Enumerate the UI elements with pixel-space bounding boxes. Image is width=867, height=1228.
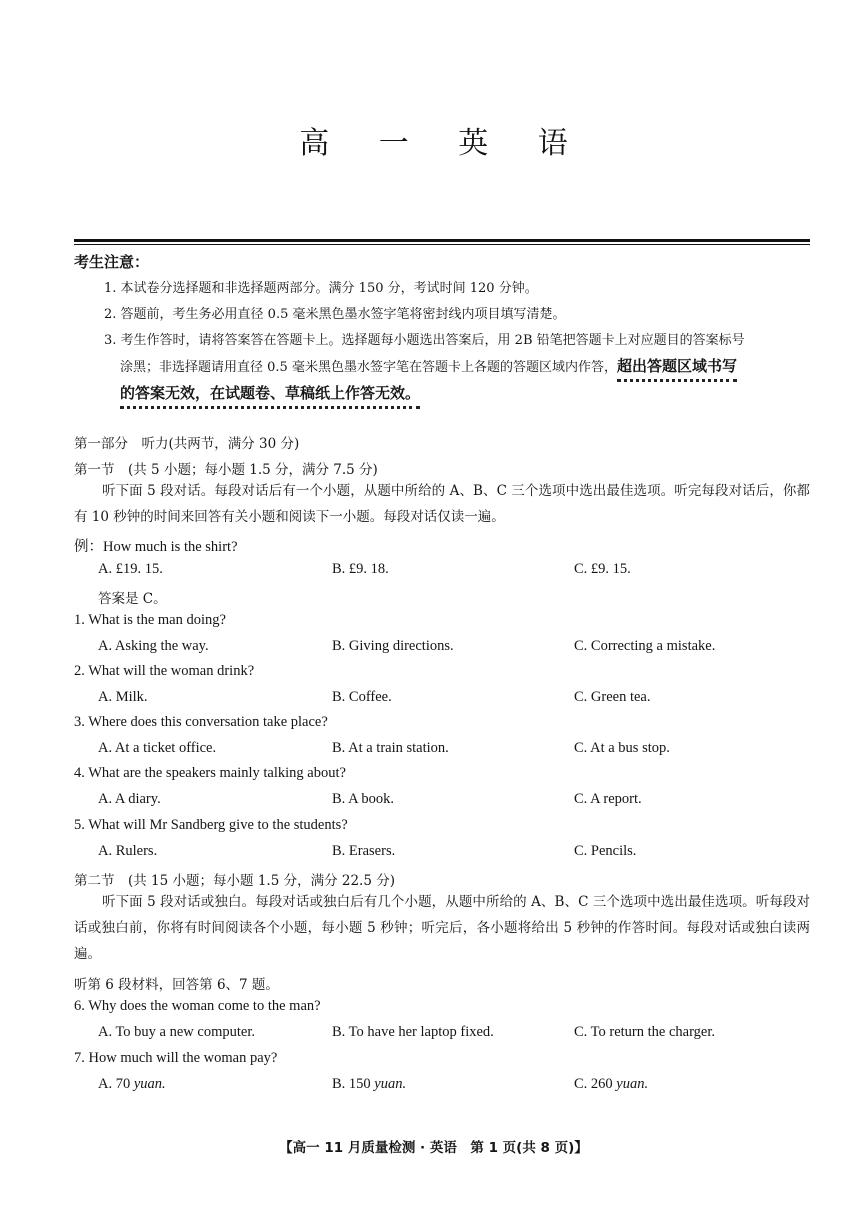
question-6-option-a: A. To buy a new computer. bbox=[98, 1024, 255, 1040]
section1-instructions: 听下面 5 段对话。每段对话后有一个小题，从题中所给的 A、B、C 三个选项中选出最佳选项。听完每段对话后，你都有 10 秒钟的时间来回答有关小题和阅读下一小题。每段对话仅读一遍。 bbox=[74, 483, 810, 525]
question-6-option-b: B. To have her laptop fixed. bbox=[332, 1024, 494, 1040]
question-7-option-a-unit: yuan. bbox=[133, 1076, 166, 1092]
section2-material: 听第 6 段材料，回答第 6、7 题。 bbox=[74, 977, 279, 993]
example-option-a: A. £19. 15. bbox=[98, 561, 163, 577]
question-5: 5. What will Mr Sandberg give to the students? bbox=[74, 817, 348, 833]
notice-item-3-plain: 涂黑；非选择题请用直径 0.5 毫米黑色墨水签字笔在答题卡上各题的答题区域内作答， bbox=[120, 360, 617, 375]
question-4-option-c: C. A report. bbox=[574, 791, 642, 807]
section2-heading: 第二节 (共 15 小题；每小题 1.5 分，满分 22.5 分) bbox=[74, 873, 395, 889]
notice-item-3-line2 bbox=[120, 355, 737, 376]
question-7-option-a-value: A. 70 bbox=[98, 1076, 131, 1092]
question-1-option-c: C. Correcting a mistake. bbox=[574, 638, 716, 654]
question-5-option-b: B. Erasers. bbox=[332, 843, 396, 859]
question-2-option-a: A. Milk. bbox=[98, 689, 148, 705]
example-question: 例：How much is the shirt? bbox=[74, 539, 238, 555]
question-3-option-b: B. At a train station. bbox=[332, 740, 449, 756]
section2-instructions: 听下面 5 段对话或独白。每段对话或独白后有几个小题，从题中所给的 A、B、C 三个选项中选出最佳选项。听每段对话或独白前，你将有时间阅读各个小题，每小题 5 秒钟；听完后，各小题将给出 5 秒钟的作答时间。每段对话或独白读两遍。 bbox=[74, 894, 810, 962]
question-3-option-c: C. At a bus stop. bbox=[574, 740, 670, 756]
question-3: 3. Where does this conversation take place? bbox=[74, 714, 328, 730]
question-4: 4. What are the speakers mainly talking about? bbox=[74, 765, 346, 781]
question-1: 1. What is the man doing? bbox=[74, 612, 226, 628]
question-4-option-a: A. A diary. bbox=[98, 791, 161, 807]
notice-emphasis-2: 的答案无效，在试题卷、草稿纸上作答无效。 bbox=[120, 384, 420, 409]
question-6-option-c: C. To return the charger. bbox=[574, 1024, 715, 1040]
question-5-option-a: A. Rulers. bbox=[98, 843, 158, 859]
part1-heading: 第一部分 听力(共两节，满分 30 分) bbox=[74, 436, 300, 452]
notice-item-2: 2. 答题前，考生务必用直径 0.5 毫米黑色墨水签字笔将密封线内项目填写清楚。 bbox=[104, 307, 566, 322]
question-7-option-a bbox=[98, 1076, 166, 1093]
page-title: 高 一 英 语 bbox=[299, 126, 588, 161]
question-2-option-c: C. Green tea. bbox=[574, 689, 651, 705]
example-option-c: C. £9. 15. bbox=[574, 561, 631, 577]
question-7-option-c-unit: yuan. bbox=[616, 1076, 649, 1092]
question-7: 7. How much will the woman pay? bbox=[74, 1050, 278, 1066]
page-footer: 【高一 11 月质量检测 · 英语 第 1 页(共 8 页)】 bbox=[279, 1140, 588, 1156]
header-rule-thin bbox=[74, 244, 810, 245]
question-6: 6. Why does the woman come to the man? bbox=[74, 998, 321, 1014]
question-7-option-b bbox=[332, 1076, 406, 1093]
question-1-option-b: B. Giving directions. bbox=[332, 638, 454, 654]
question-1-option-a: A. Asking the way. bbox=[98, 638, 209, 654]
question-5-option-c: C. Pencils. bbox=[574, 843, 637, 859]
notice-item-3: 3. 考生作答时，请将答案答在答题卡上。选择题每小题选出答案后，用 2B 铅笔把答题卡上对应题目的答案标号 bbox=[104, 333, 745, 348]
example-answer: 答案是 C。 bbox=[98, 591, 167, 607]
question-7-option-b-value: B. 150 bbox=[332, 1076, 371, 1092]
question-4-option-b: B. A book. bbox=[332, 791, 395, 807]
notice-emphasis-1: 超出答题区域书写 bbox=[617, 357, 737, 382]
question-3-option-a: A. At a ticket office. bbox=[98, 740, 217, 756]
question-7-option-c-value: C. 260 bbox=[574, 1076, 613, 1092]
notice-heading: 考生注意： bbox=[74, 253, 150, 271]
question-7-option-c bbox=[574, 1076, 648, 1093]
question-7-option-b-unit: yuan. bbox=[374, 1076, 407, 1092]
notice-item-3-line3 bbox=[120, 382, 420, 403]
notice-item-1: 1. 本试卷分选择题和非选择题两部分。满分 150 分，考试时间 120 分钟。 bbox=[104, 281, 538, 296]
question-2: 2. What will the woman drink? bbox=[74, 663, 255, 679]
header-rule-thick bbox=[74, 239, 810, 242]
question-2-option-b: B. Coffee. bbox=[332, 689, 392, 705]
example-option-b: B. £9. 18. bbox=[332, 561, 389, 577]
section1-heading: 第一节 (共 5 小题；每小题 1.5 分，满分 7.5 分) bbox=[74, 462, 378, 478]
